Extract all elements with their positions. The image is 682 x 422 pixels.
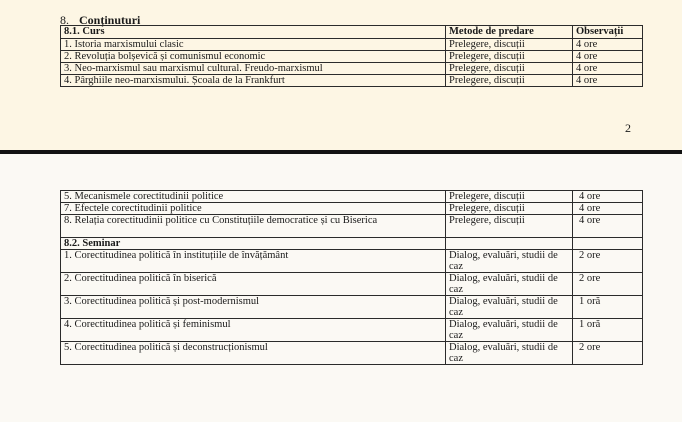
page-number: 2 (625, 121, 631, 135)
topic-cell: 1. Istoria marxismului clasic (61, 39, 446, 51)
hours-cell: 2 ore (573, 342, 643, 365)
method-cell: Prelegere, discuții (446, 63, 573, 75)
hours-cell: 2 ore (573, 273, 643, 296)
empty-cell (573, 238, 643, 250)
method-cell: Prelegere, discuții (446, 191, 573, 203)
method-cell: Dialog, evaluări, studii de caz (446, 296, 573, 319)
empty-cell (446, 238, 573, 250)
section-number: 8. (60, 13, 69, 27)
table-row (61, 63, 643, 75)
hours-cell: 4 ore (573, 215, 643, 238)
hours-cell: 4 ore (573, 191, 643, 203)
course-header: 8.1. Curs (61, 26, 446, 39)
table-row (61, 203, 643, 215)
table-row (61, 215, 643, 238)
methods-header: Metode de predare (446, 26, 573, 39)
method-cell: Dialog, evaluări, studii de caz (446, 319, 573, 342)
method-cell: Prelegere, discuții (446, 215, 573, 238)
method-cell: Prelegere, discuții (446, 39, 573, 51)
topic-cell: 4. Corectitudinea politică și feminismul (61, 319, 446, 342)
topic-cell: 5. Corectitudinea politică și deconstrucționismul (61, 342, 446, 365)
notes-header: Observații (573, 26, 643, 39)
topic-cell: 4. Pârghiile neo-marxismului. Școala de la Frankfurt (61, 75, 446, 87)
hours-cell: 4 ore (573, 51, 643, 63)
page-1-bottom (0, 0, 682, 150)
table-row (61, 342, 643, 365)
method-cell: Dialog, evaluări, studii de caz (446, 250, 573, 273)
method-cell: Prelegere, discuții (446, 51, 573, 63)
topic-cell: 7. Efectele corectitudinii politice (61, 203, 446, 215)
hours-cell: 1 oră (573, 296, 643, 319)
method-cell: Prelegere, discuții (446, 75, 573, 87)
table-row (61, 250, 643, 273)
continued-table (60, 190, 643, 365)
course-table (60, 25, 643, 87)
method-cell: Dialog, evaluări, studii de caz (446, 342, 573, 365)
section-title: Conținuturi (79, 13, 141, 27)
hours-cell: 2 ore (573, 250, 643, 273)
topic-cell: 3. Corectitudinea politică și post-modernismul (61, 296, 446, 319)
table-row (61, 75, 643, 87)
table-row (61, 273, 643, 296)
table-row (61, 39, 643, 51)
topic-cell: 8. Relația corectitudinii politice cu Constituțiile democratice și cu Biserica (61, 215, 446, 238)
topic-cell: 2. Corectitudinea politică în biserică (61, 273, 446, 296)
seminar-header: 8.2. Seminar (61, 238, 446, 250)
table-header-row (61, 26, 643, 39)
table-row (61, 296, 643, 319)
topic-cell: 3. Neo-marxismul sau marxismul cultural. Freudo-marxismul (61, 63, 446, 75)
topic-cell: 5. Mecanismele corectitudinii politice (61, 191, 446, 203)
table-row (61, 319, 643, 342)
hours-cell: 4 ore (573, 39, 643, 51)
hours-cell: 4 ore (573, 75, 643, 87)
topic-cell: 2. Revoluția bolșevică și comunismul economic (61, 51, 446, 63)
table-row (61, 191, 643, 203)
seminar-header-row (61, 238, 643, 250)
method-cell: Dialog, evaluări, studii de caz (446, 273, 573, 296)
topic-cell: 1. Corectitudinea politică în instituțiile de învățământ (61, 250, 446, 273)
hours-cell: 4 ore (573, 63, 643, 75)
table-row (61, 51, 643, 63)
hours-cell: 1 oră (573, 319, 643, 342)
hours-cell: 4 ore (573, 203, 643, 215)
method-cell: Prelegere, discuții (446, 203, 573, 215)
